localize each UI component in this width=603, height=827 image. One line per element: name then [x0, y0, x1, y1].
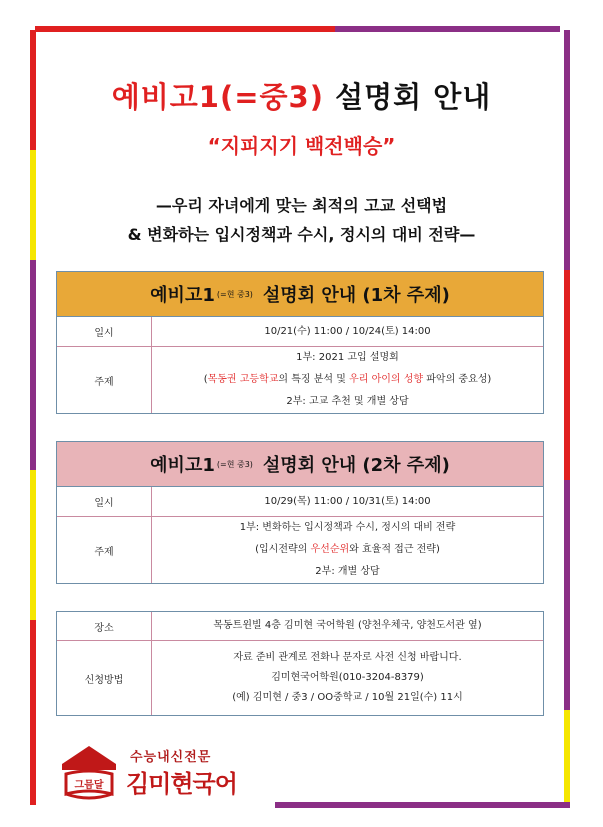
place-row — [57, 612, 543, 641]
frame-top-purple — [335, 26, 560, 32]
apply-label: 신청방법 — [57, 641, 152, 715]
info-box — [56, 611, 544, 716]
emblem-text: 그믐달 — [74, 780, 104, 791]
session1-header — [57, 272, 543, 317]
session2-box — [56, 441, 544, 584]
apply-line2: 김미현국어학원(010-3204-8379) — [271, 672, 424, 683]
session1-head-pre: 예비고1 — [150, 285, 215, 306]
session1-date-row — [57, 317, 543, 347]
session2-date-row — [57, 487, 543, 517]
session2-head-post: 설명회 안내 (2차 주제) — [262, 455, 450, 476]
frame-left-red2 — [30, 620, 36, 805]
session1-line2-pre: ( — [203, 374, 208, 385]
frame-top-red — [35, 26, 335, 32]
session2-topic-line3: 2부: 개별 상담 — [315, 566, 380, 577]
place-value: 목동트윈빌 4층 김미현 국어학원 (양천우체국, 양천도서관 옆) — [213, 620, 482, 631]
session1-box — [56, 271, 544, 414]
frame-right-purple2 — [564, 480, 570, 710]
logo-main-text: 김미현국어 — [126, 770, 237, 798]
place-label: 장소 — [57, 612, 152, 640]
session2-topic-value — [152, 517, 543, 583]
session1-head-post: 설명회 안내 (1차 주제) — [262, 285, 450, 306]
session1-line2-hl1: 목동권 고등학교 — [207, 374, 279, 385]
session1-topic-line2 — [204, 369, 492, 391]
frame-left-yellow2 — [30, 470, 36, 620]
apply-line1: 자료 준비 관계로 전화나 문자로 사전 신청 바랍니다. — [233, 652, 462, 663]
session2-date-value: 10/29(목) 11:00 / 10/31(토) 14:00 — [264, 495, 431, 507]
title-red: 예비고1(=중3) — [111, 80, 324, 114]
session2-date-label: 일시 — [57, 487, 152, 516]
apply-row — [57, 641, 543, 715]
session2-line2-post: 와 효율적 접근 전략) — [349, 544, 440, 555]
session2-topic-line2 — [255, 539, 440, 561]
session2-head-small: (=현 중3) — [216, 459, 253, 469]
session1-head-small: (=현 중3) — [216, 289, 253, 299]
academy-logo — [58, 744, 288, 804]
session2-topic-label: 주제 — [57, 517, 152, 583]
session2-line2-hl: 우선순위 — [310, 544, 350, 555]
session1-topic-line1: 1부: 2021 고입 설명회 — [296, 352, 399, 363]
page-title — [0, 75, 603, 116]
book-emblem-icon — [58, 744, 120, 802]
session1-date-label: 일시 — [57, 317, 152, 346]
session1-date-value: 10/21(수) 11:00 / 10/24(토) 14:00 — [264, 325, 431, 337]
apply-value — [152, 641, 543, 715]
session1-line2-hl2: 우리 아이의 성향 — [349, 374, 424, 385]
frame-left-purple — [30, 260, 36, 470]
subtitle: “지피지기 백전백승” — [207, 134, 396, 158]
session1-topic-row — [57, 347, 543, 413]
session1-line2-mid: 의 특징 분석 및 — [278, 374, 350, 385]
session2-topic-row — [57, 517, 543, 583]
apply-line3: (예) 김미현 / 중3 / OO중학교 / 10월 21일(수) 11시 — [232, 692, 463, 703]
frame-bottom-purple — [275, 802, 570, 808]
session2-topic-line1: 1부: 변화하는 입시정책과 수시, 정시의 대비 전략 — [239, 522, 456, 533]
session1-line2-post: 파악의 중요성) — [423, 374, 492, 385]
tagline-2: & 변화하는 입시정책과 수시, 정시의 대비 전략— — [127, 225, 476, 244]
session2-head-pre: 예비고1 — [150, 455, 215, 476]
tagline-1: —우리 자녀에게 맞는 최적의 고교 선택법 — [155, 196, 448, 215]
frame-right-yellow — [564, 710, 570, 805]
title-black: 설명회 안내 — [335, 80, 492, 114]
session1-topic-label: 주제 — [57, 347, 152, 413]
frame-right-red — [564, 270, 570, 480]
session2-header — [57, 442, 543, 487]
logo-top-text: 수능내신전문 — [130, 750, 212, 765]
session1-topic-value — [152, 347, 543, 413]
session1-topic-line3: 2부: 고교 추천 및 개별 상담 — [286, 396, 409, 407]
session2-line2-pre: (입시전략의 — [255, 544, 311, 555]
